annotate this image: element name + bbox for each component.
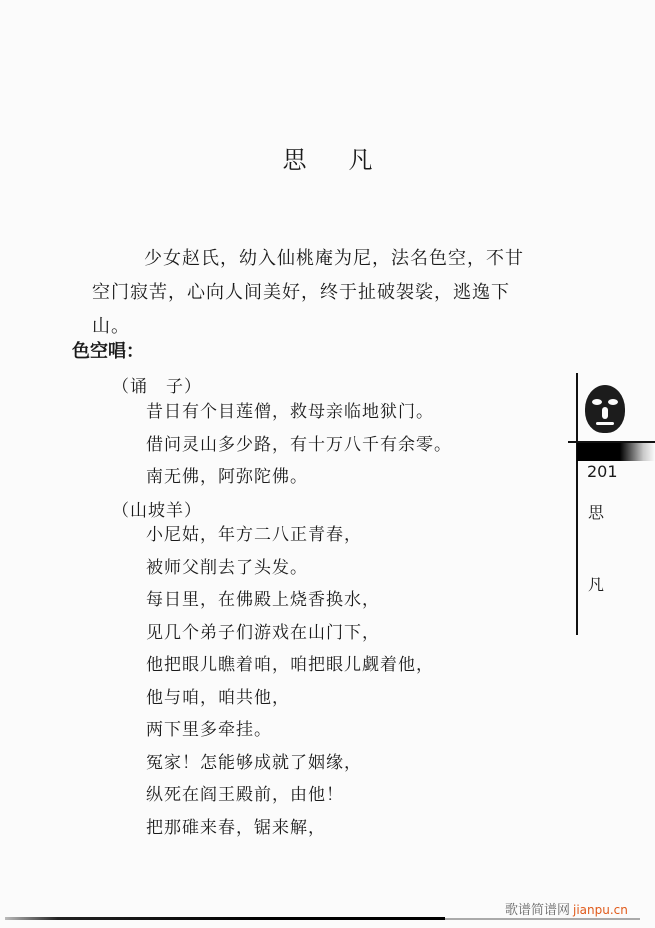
intro-paragraph: 少女赵氏，幼入仙桃庵为尼，法名色空，不甘空门寂苦，心向人间美好，终于扯破袈裟，逃逸下山。 [92,248,524,337]
footer-rule [5,917,445,920]
verse-line: 见几个弟子们游戏在山门下， [146,622,380,643]
verse-line: 南无佛，阿弥陀佛。 [146,467,308,487]
role-label: 色空唱： [72,341,144,362]
watermark [505,899,628,918]
page-number: 201 [587,462,618,481]
verse-line: 冤家！怎能够成就了姻缘， [146,752,362,773]
section-heading: （诵 子） [112,377,202,397]
sidebar-vertical-rule [576,373,578,635]
verse-line: 借问灵山多少路，有十万八千有余零。 [146,434,452,455]
verse-line: 两下里多牵挂。 [146,720,272,740]
verse-line: 每日里，在佛殿上烧香换水， [146,590,380,610]
verse-line: 被师父削去了头发。 [146,557,308,578]
watermark-text: 歌谱简谱网 [505,903,571,918]
verse-line: 纵死在阎王殿前，由他！ [146,785,344,805]
page-title [0,140,655,175]
sidebar-black-band [577,443,655,461]
verse-block [146,519,434,844]
verse-block [146,396,452,494]
title-char: 凡 [348,146,373,174]
section-heading: （山坡羊） [112,501,202,521]
verse-line: 把那碓来春，锯来解， [146,817,326,838]
verse-line: 昔日有个目莲僧，救母亲临地狱门。 [146,402,434,422]
sidebar-title-char: 思 [588,503,605,522]
title-char: 思 [282,146,307,174]
sidebar-title-char: 凡 [588,575,605,594]
verse-line: 他把眼儿瞧着咱，咱把眼儿觑着他， [146,655,434,675]
footer-rule-faded [445,918,640,920]
watermark-url: jianpu.cn [573,903,628,917]
verse-line: 小尼姑，年方二八正青春， [146,525,362,545]
verse-line: 他与咱，咱共他， [146,687,290,708]
opera-mask-icon [585,385,625,433]
